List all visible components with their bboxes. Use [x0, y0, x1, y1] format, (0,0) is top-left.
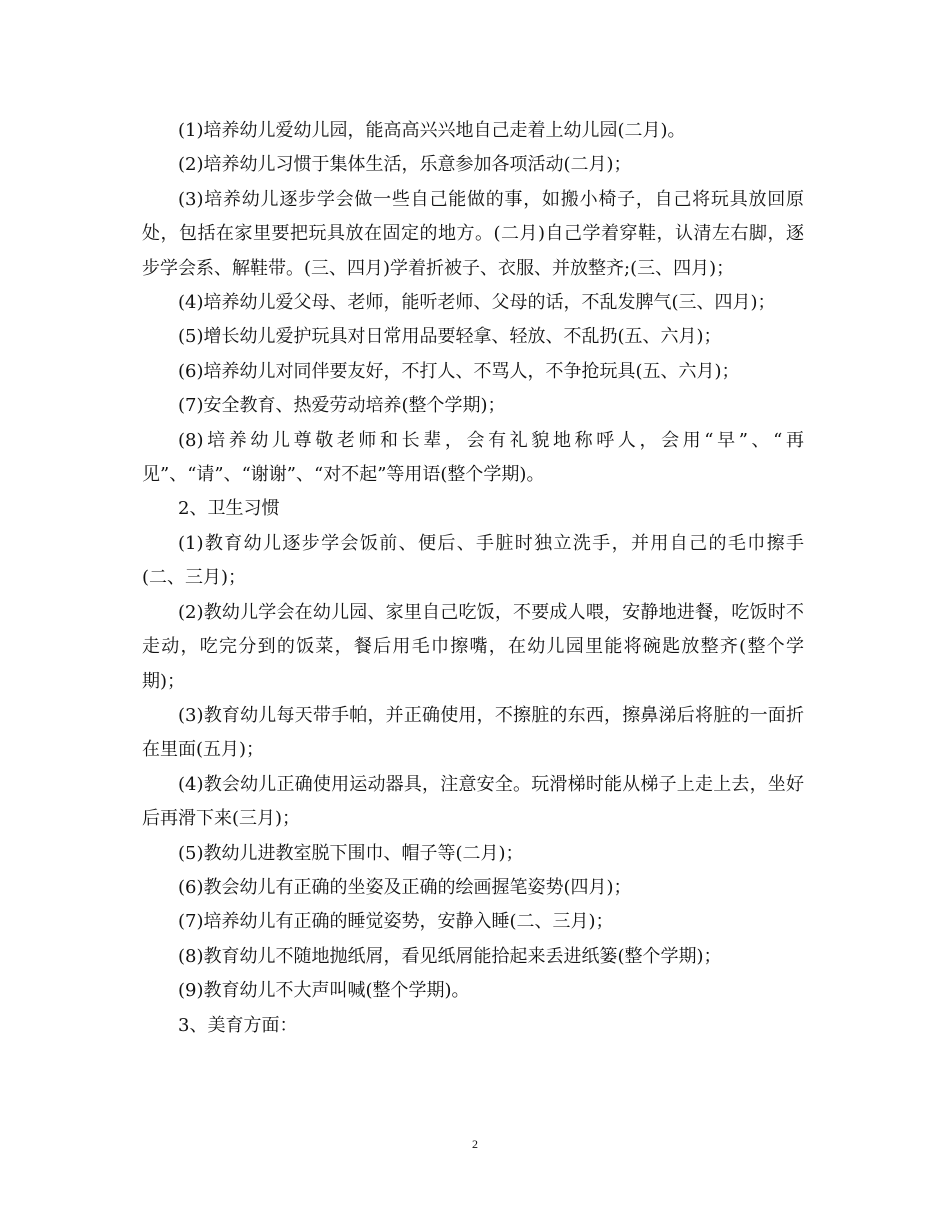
section-heading: 2、卫生习惯 — [178, 498, 280, 520]
paragraph: (4)教会幼儿正确使用运动器具，注意安全。玩滑梯时能从梯子上走上去，坐好后再滑下来(三月)； — [142, 773, 804, 830]
paragraph: (2)培养幼儿习惯于集体生活，乐意参加各项活动(二月)； — [178, 154, 632, 176]
paragraph: (8)培养幼儿尊敬老师和长辈，会有礼貌地称呼人，会用“早”、“再见”、“请”、“谢谢”、“对不起”等用语(整个学期)。 — [142, 429, 804, 486]
paragraph: (6)培养幼儿对同伴要友好，不打人、不骂人，不争抢玩具(五、六月)； — [178, 360, 740, 382]
section-heading: 3、美育方面： — [178, 1014, 298, 1036]
paragraph: (9)教育幼儿不大声叫喊(整个学期)。 — [178, 980, 470, 1002]
paragraph: (7)培养幼儿有正确的睡觉姿势，安静入睡(二、三月)； — [178, 911, 614, 933]
paragraph: (6)教会幼儿有正确的坐姿及正确的绘画握笔姿势(四月)； — [178, 876, 632, 898]
document-body — [142, 114, 804, 1043]
paragraph: (8)教育幼儿不随地抛纸屑，看见纸屑能拾起来丢进纸篓(整个学期)； — [178, 945, 722, 967]
paragraph: (4)培养幼儿爱父母、老师，能听老师、父母的话，不乱发脾气(三、四月)； — [178, 292, 776, 314]
paragraph: (3)培养幼儿逐步学会做一些自己能做的事，如搬小椅子，自己将玩具放回原处，包括在家里要把玩具放在固定的地方。(二月)自己学着穿鞋，认清左右脚，逐步学会系、解鞋带。(三、四月)学着折被子、衣服、并放整齐;(三、四月)； — [142, 188, 804, 279]
paragraph: (5)增长幼儿爱护玩具对日常用品要轻拿、轻放、不乱扔(五、六月)； — [178, 326, 722, 348]
page-number: 2 — [472, 1137, 478, 1151]
paragraph: (5)教幼儿进教室脱下围巾、帽子等(二月)； — [178, 842, 524, 864]
paragraph: (2)教幼儿学会在幼儿园、家里自己吃饭，不要成人喂，安静地进餐，吃饭时不走动，吃完分到的饭菜，餐后用毛巾擦嘴，在幼儿园里能将碗匙放整齐(整个学期)； — [142, 601, 804, 692]
paragraph: (1)培养幼儿爱幼儿园，能高高兴兴地自己走着上幼儿园(二月)。 — [178, 120, 686, 141]
paragraph: (3)教育幼儿每天带手帕，并正确使用，不擦脏的东西，擦鼻涕后将脏的一面折在里面(五月)； — [142, 704, 804, 761]
paragraph: (1)教育幼儿逐步学会饭前、便后、手脏时独立洗手，并用自己的毛巾擦手(二、三月)； — [142, 532, 804, 589]
paragraph: (7)安全教育、热爱劳动培养(整个学期)； — [178, 395, 506, 417]
